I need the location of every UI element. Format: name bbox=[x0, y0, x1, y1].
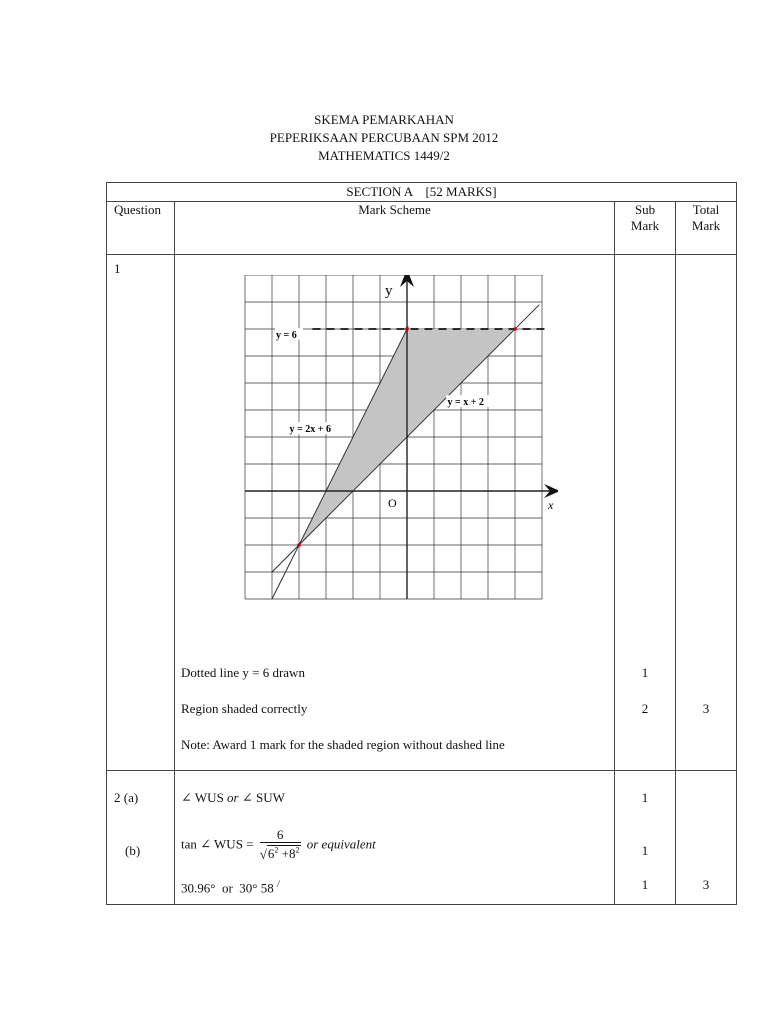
column-question: Question bbox=[107, 202, 175, 255]
label-y-equals-6: y = 6 bbox=[276, 330, 297, 341]
q2a-angle-1: ∠ WUS bbox=[181, 790, 224, 805]
x-axis-label: x bbox=[548, 498, 554, 512]
question-1-number: 1 bbox=[114, 261, 121, 276]
question-1-total-mark-cell bbox=[676, 255, 737, 771]
header-line-2: PEPERIKSAAN PERCUBAAN SPM 2012 bbox=[269, 130, 499, 145]
label-y-equals-2x-plus-6: y = 2x + 6 bbox=[289, 424, 331, 436]
column-sub-mark-line1: Sub bbox=[634, 202, 656, 217]
q2b-sub-mark-2: 1 bbox=[641, 877, 649, 892]
radicand-term-2: 8 bbox=[289, 846, 296, 862]
question-2b-number: (b) bbox=[125, 843, 141, 858]
plus-sign: + bbox=[278, 846, 289, 862]
column-total-mark-line2: Mark bbox=[691, 218, 721, 233]
column-total-mark bbox=[676, 202, 737, 255]
question-2-row bbox=[107, 771, 737, 905]
q1-criterion-1: Dotted line y = 6 drawn bbox=[181, 665, 305, 680]
q2b-lhs: tan ∠ WUS = bbox=[181, 836, 254, 852]
q1-total-mark: 3 bbox=[702, 701, 710, 716]
q2b-fraction bbox=[260, 827, 301, 862]
y-axis-label: y bbox=[385, 283, 393, 299]
document-header bbox=[0, 111, 768, 165]
column-mark-scheme: Mark Scheme bbox=[175, 202, 615, 255]
sqrt-radicand bbox=[267, 845, 301, 861]
column-sub-mark bbox=[615, 202, 676, 255]
q2b-answer-text: 30.96° or 30° 58 bbox=[181, 880, 274, 896]
origin-label: O bbox=[388, 496, 397, 510]
q2b-sub-mark-1: 1 bbox=[641, 843, 649, 858]
header-line-3: MATHEMATICS 1449/2 bbox=[318, 148, 450, 163]
arc-minute-symbol: / bbox=[276, 879, 280, 889]
line-y-equals-2x-plus-6 bbox=[272, 326, 408, 599]
mark-scheme-table bbox=[106, 182, 737, 905]
radicand-term-1: 6 bbox=[267, 846, 275, 862]
table-header-row bbox=[107, 202, 737, 255]
q2b-denominator: $√6^2 +8^2$ bbox=[259, 846, 300, 862]
q2b-working bbox=[181, 827, 376, 862]
section-title: SECTION A [52 MARKS] bbox=[107, 183, 737, 202]
q2b-numerator: 6 bbox=[260, 827, 301, 843]
q2-total-mark: 3 bbox=[702, 877, 710, 892]
section-row bbox=[107, 183, 737, 202]
q2a-angle-2: ∠ SUW bbox=[241, 790, 285, 805]
q1-criterion-2: Region shaded correctly bbox=[181, 701, 308, 716]
intersection-point bbox=[297, 543, 301, 547]
inequality-graph bbox=[233, 275, 558, 610]
q1-sub-mark-1: 1 bbox=[641, 665, 649, 680]
intersection-point bbox=[405, 327, 409, 331]
intersection-point bbox=[513, 327, 517, 331]
column-total-mark-line1: Total bbox=[692, 202, 720, 217]
question-1-row bbox=[107, 255, 737, 771]
question-1-scheme-cell bbox=[175, 255, 615, 771]
label-y-equals-x-plus-2: y = x + 2 bbox=[447, 397, 484, 409]
q1-sub-mark-2: 2 bbox=[641, 701, 649, 716]
question-2-cell bbox=[107, 771, 175, 905]
header-line-1: SKEMA PEMARKAHAN bbox=[314, 112, 454, 127]
q2a-or: or bbox=[227, 790, 239, 805]
q2a-sub-mark: 1 bbox=[641, 790, 649, 805]
q1-note: Note: Award 1 mark for the shaded region without dashed line bbox=[181, 737, 505, 752]
question-2-total-mark-cell bbox=[676, 771, 737, 905]
q2b-or-equivalent: or equivalent bbox=[306, 836, 376, 852]
exponent-2: 2 bbox=[295, 846, 300, 855]
column-sub-mark-line2: Mark bbox=[630, 218, 660, 233]
question-1-cell bbox=[107, 255, 175, 771]
question-1-sub-mark-cell bbox=[615, 255, 676, 771]
exponent-1: 2 bbox=[274, 846, 279, 855]
question-2-sub-mark-cell bbox=[615, 771, 676, 905]
question-2a-number: 2 (a) bbox=[114, 790, 139, 805]
q2a-answer bbox=[181, 790, 285, 806]
q2b-final-answer bbox=[181, 879, 280, 896]
question-2-scheme-cell bbox=[175, 771, 615, 905]
